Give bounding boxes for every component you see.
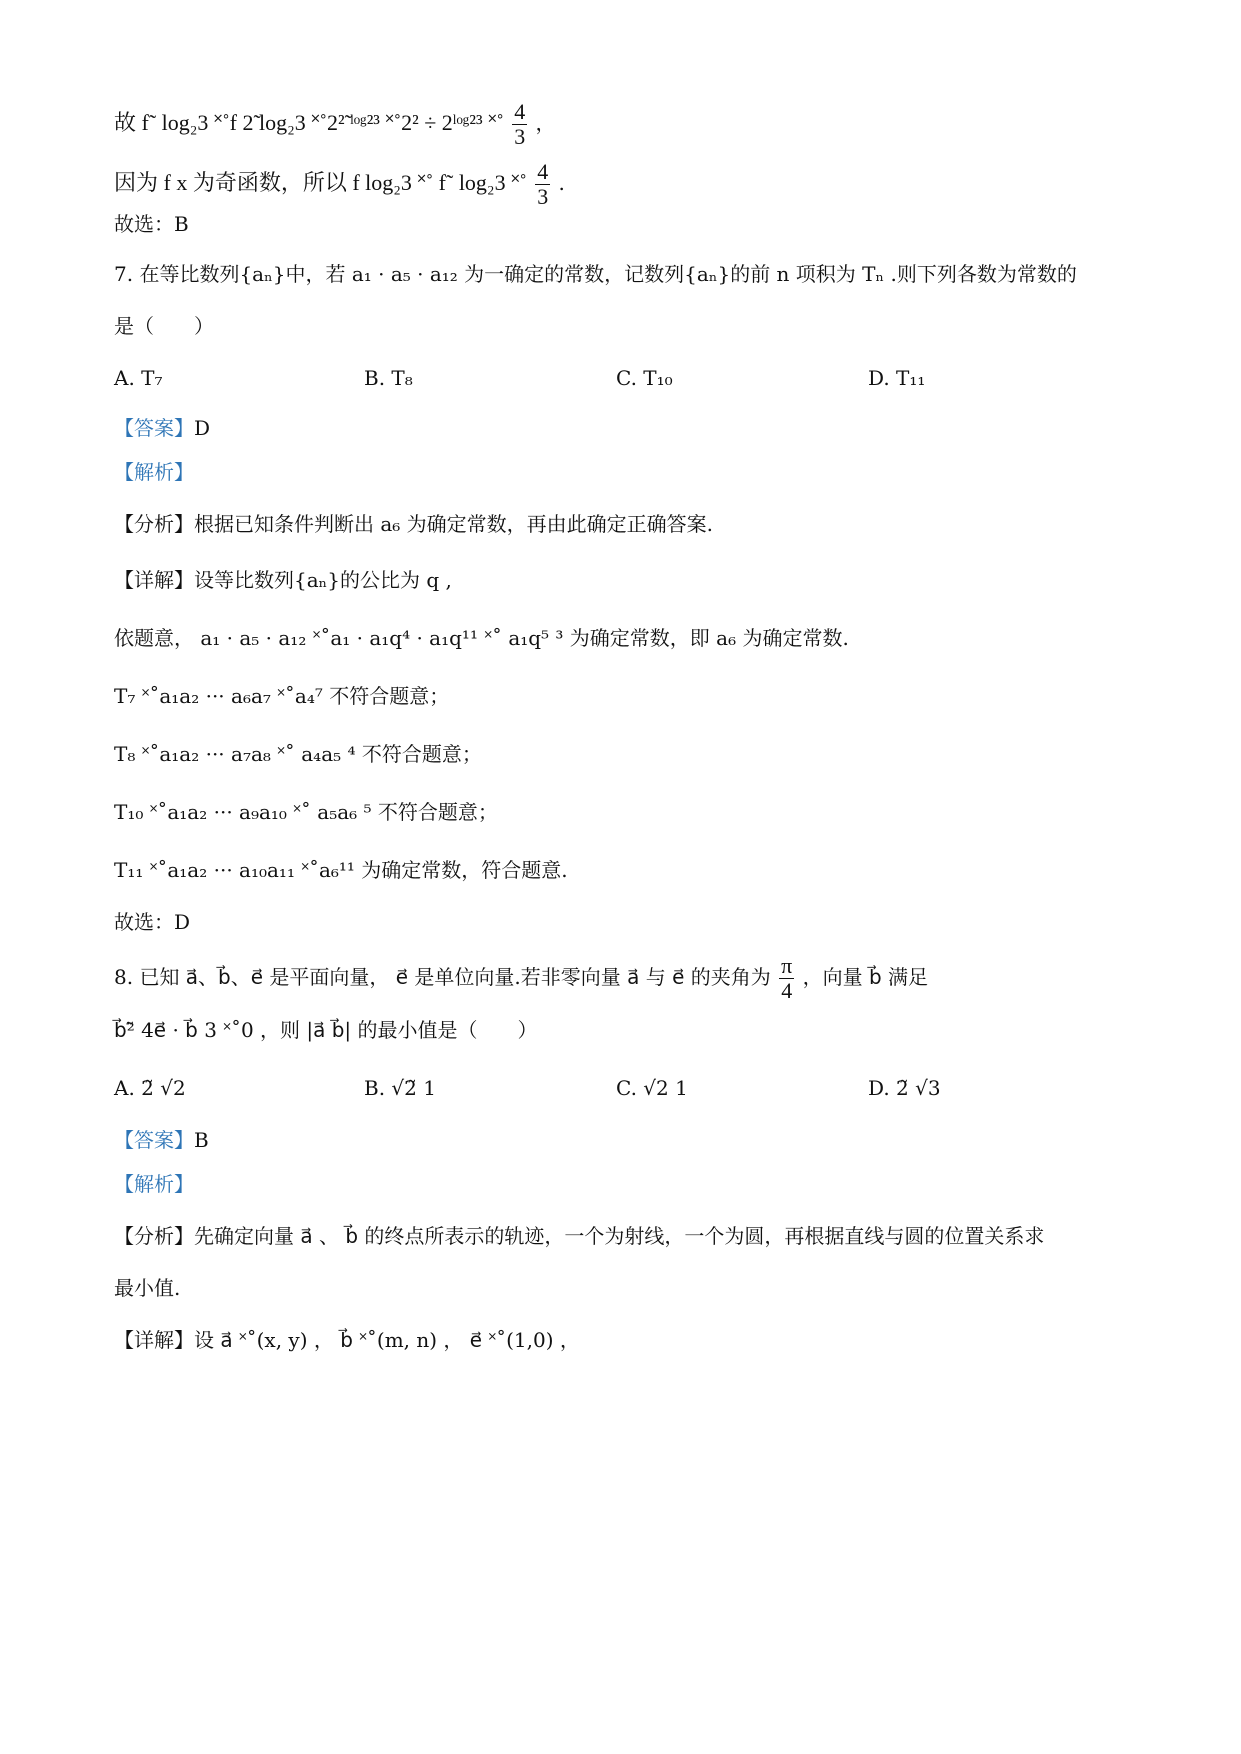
q7-detail-5: T₁₁ ˟˚a₁a₂ ··· a₁₀a₁₁ ˟˚a₆¹¹ 为确定常数，符合题意. [114, 858, 568, 882]
question-7-stem: 7. 在等比数列{aₙ}中，若 a₁ · a₅ · a₁₂ 为一确定的常数，记数列{aₙ}的前 n 项积为 Tₙ .则下列各数为常数的 [114, 262, 1077, 286]
q8-analysis-tag: 【解析】 [114, 1172, 194, 1196]
punctuation: ， [535, 111, 556, 135]
answer-tag: 【答案】 [114, 416, 194, 440]
stem-text: 8. 已知 a⃗、b⃗、e⃗ 是平面向量， e⃗ 是单位向量.若非零向量 a⃗ 与 e⃗ 的夹角为 [114, 965, 771, 989]
punctuation: . [558, 171, 565, 195]
q7-detail-3: T₈ ˟˚a₁a₂ ··· a₇a₈ ˟˚ a₄a₅ ⁴ 不符合题意； [114, 742, 482, 766]
q7-option-b: B. T₈ [364, 366, 413, 390]
fraction-numerator: π [781, 953, 793, 978]
q8-option-d: D. 2̃ √3 [868, 1076, 941, 1100]
question-8-stem [114, 954, 928, 1003]
question-8-condition: b⃗²̃ 4e⃗ · b⃗ 3 ˟˚0 ，则 |a⃗ b⃗| 的最小值是（ ） [114, 1018, 538, 1042]
q7-answer [114, 414, 210, 442]
stem-text-continued: ，向量 b⃗ 满足 [802, 965, 929, 989]
q8-answer [114, 1126, 209, 1154]
q7-detail-2: T₇ ˟˚a₁a₂ ··· a₆a₇ ˟˚a₄⁷ 不符合题意； [114, 684, 450, 708]
formula-text: 故 f˜ log₂3 ˟˚f 2̃ log₂3 ˟˚2²̃ ˡᵒᵍ²³ ˟˚2² ÷ 2ˡᵒᵍ²³ ˟˚ [114, 110, 504, 135]
q8-fenxi-1: 【分析】先确定向量 a⃗ 、 b⃗ 的终点所表示的轨迹，一个为射线，一个为圆，再根据直线与圆的位置关系求 [114, 1224, 1045, 1248]
q8-option-a: A. 2̃ √2 [114, 1076, 186, 1100]
question-7-stem-continued: 是（ ） [114, 314, 214, 338]
fraction-denominator: 4 [781, 978, 793, 1003]
q7-detail-4: T₁₀ ˟˚a₁a₂ ··· a₉a₁₀ ˟˚ a₅a₆ ⁵ 不符合题意； [114, 800, 498, 824]
solution-line-1 [114, 100, 556, 149]
solution-line-2 [114, 160, 565, 209]
formula-text: 因为 f x 为奇函数，所以 f log₂3 ˟˚ f˜ log₂3 ˟˚ [114, 170, 527, 195]
q8-option-c: C. √2 1 [616, 1076, 688, 1100]
q8-fenxi-2: 最小值. [114, 1276, 181, 1300]
fraction-numerator: 4 [514, 99, 526, 124]
q7-xiangjie: 【详解】设等比数列{aₙ}的公比为 q , [114, 568, 452, 592]
answer-value: D [194, 416, 211, 440]
q7-analysis-tag: 【解析】 [114, 460, 194, 484]
q7-option-d: D. T₁₁ [868, 366, 926, 390]
q7-detail-1: 依题意， a₁ · a₅ · a₁₂ ˟˚a₁ · a₁q⁴ · a₁q¹¹ ˟˚ a₁q⁵ ³ 为确定常数，即 a₆ 为确定常数. [114, 626, 849, 650]
q7-option-c: C. T₁₀ [616, 366, 673, 390]
q8-option-b: B. √2̃ 1 [364, 1076, 436, 1100]
q7-option-a: A. T₇ [114, 366, 163, 390]
fraction-numerator: 4 [537, 159, 549, 184]
angle-fraction [779, 954, 794, 1003]
q7-choose: 故选：D [114, 910, 191, 934]
answer-tag: 【答案】 [114, 1128, 194, 1152]
fraction-denominator: 3 [537, 184, 549, 209]
fraction [535, 160, 550, 209]
choose-line: 故选：B [114, 212, 189, 236]
q7-fenxi: 【分析】根据已知条件判断出 a₆ 为确定常数，再由此确定正确答案. [114, 512, 714, 536]
fraction [512, 100, 527, 149]
fraction-denominator: 3 [514, 124, 526, 149]
q8-xiangjie: 【详解】设 a⃗ ˟˚(x, y) ， b⃗ ˟˚(m, n) ， e⃗ ˟˚(1,0) ， [114, 1328, 580, 1352]
answer-value: B [194, 1128, 209, 1152]
